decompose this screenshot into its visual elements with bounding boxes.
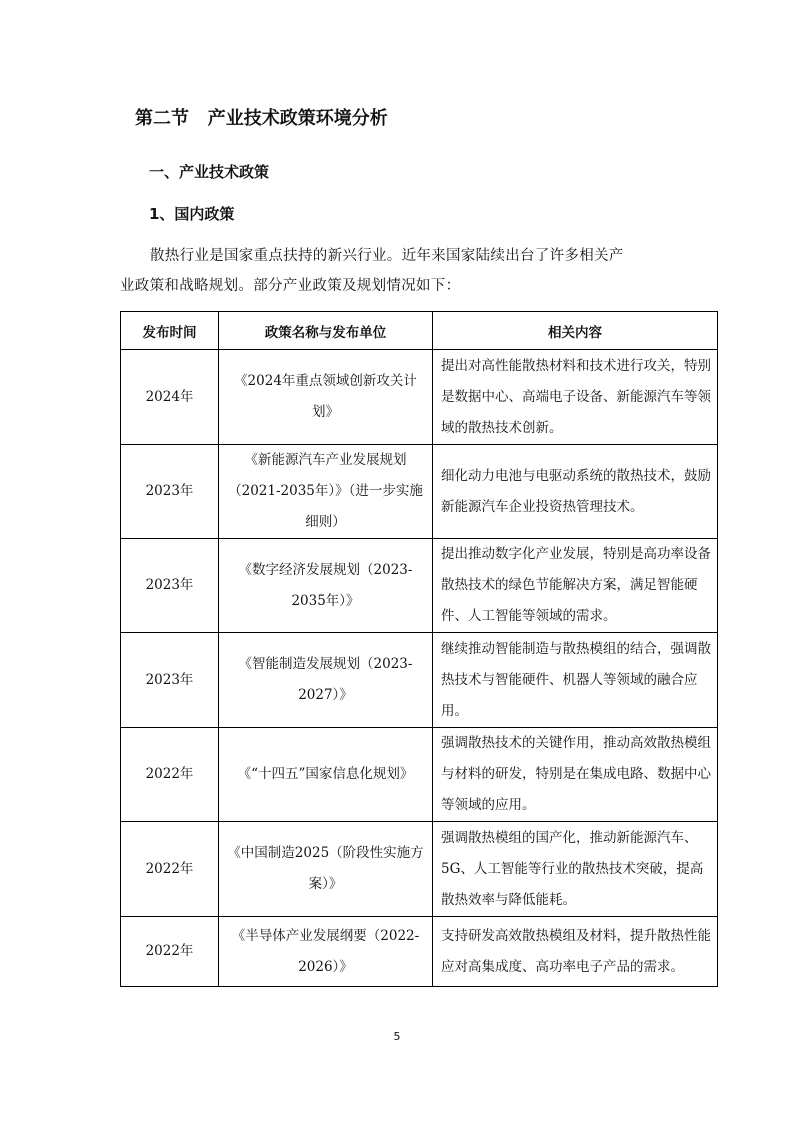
cell-content: 强调散热模组的国产化，推动新能源汽车、5G、人工智能等行业的散热技术突破，提高散热效率与降低能耗。 bbox=[433, 822, 718, 917]
header-content: 相关内容 bbox=[433, 312, 718, 350]
cell-content: 继续推动智能制造与散热模组的结合，强调散热技术与智能硬件、机器人等领域的融合应用。 bbox=[433, 633, 718, 728]
cell-time: 2023年 bbox=[121, 445, 219, 539]
sub-subsection-heading: 1、国内政策 bbox=[149, 205, 235, 223]
table-row bbox=[121, 445, 718, 539]
table-row bbox=[121, 917, 718, 987]
page-number: 5 bbox=[393, 1030, 401, 1043]
subsection-heading: 一、产业技术政策 bbox=[149, 163, 270, 181]
cell-time: 2022年 bbox=[121, 728, 219, 822]
cell-content: 细化动力电池与电驱动系统的散热技术，鼓励新能源汽车企业投资热管理技术。 bbox=[433, 445, 718, 539]
section-title: 第二节 产业技术政策环境分析 bbox=[135, 108, 388, 129]
intro-paragraph bbox=[120, 241, 680, 301]
table-row bbox=[121, 822, 718, 917]
table-row bbox=[121, 728, 718, 822]
cell-content: 支持研发高效散热模组及材料，提升散热性能应对高集成度、高功率电子产品的需求。 bbox=[433, 917, 718, 987]
cell-time: 2022年 bbox=[121, 822, 219, 917]
table-row bbox=[121, 350, 718, 445]
cell-policy-name: 《新能源汽车产业发展规划（2021-2035年）》（进一步实施细则） bbox=[219, 445, 433, 539]
cell-time: 2023年 bbox=[121, 539, 219, 633]
cell-time: 2024年 bbox=[121, 350, 219, 445]
cell-time: 2022年 bbox=[121, 917, 219, 987]
table-row bbox=[121, 539, 718, 633]
cell-policy-name: 《智能制造发展规划（2023-2027）》 bbox=[219, 633, 433, 728]
header-time: 发布时间 bbox=[121, 312, 219, 350]
cell-content: 强调散热技术的关键作用，推动高效散热模组与材料的研发，特别是在集成电路、数据中心等领域的应用。 bbox=[433, 728, 718, 822]
cell-time: 2023年 bbox=[121, 633, 219, 728]
cell-policy-name: 《数字经济发展规划（2023-2035年）》 bbox=[219, 539, 433, 633]
table-row bbox=[121, 633, 718, 728]
table-header-row bbox=[121, 312, 718, 350]
policy-table bbox=[120, 311, 718, 987]
header-policy-name: 政策名称与发布单位 bbox=[219, 312, 433, 350]
cell-policy-name: 《中国制造2025（阶段性实施方案）》 bbox=[219, 822, 433, 917]
intro-line-2: 业政策和战略规划。部分产业政策及规划情况如下： bbox=[120, 278, 461, 294]
cell-content: 提出对高性能散热材料和技术进行攻关，特别是数据中心、高端电子设备、新能源汽车等领域的散热技术创新。 bbox=[433, 350, 718, 445]
cell-policy-name: 《“十四五”国家信息化规划》 bbox=[219, 728, 433, 822]
cell-policy-name: 《半导体产业发展纲要（2022-2026）》 bbox=[219, 917, 433, 987]
cell-content: 提出推动数字化产业发展，特别是高功率设备散热技术的绿色节能解决方案，满足智能硬件、人工智能等领域的需求。 bbox=[433, 539, 718, 633]
intro-line-1: 散热行业是国家重点扶持的新兴行业。近年来国家陆续出台了许多相关产 bbox=[150, 248, 624, 264]
cell-policy-name: 《2024年重点领域创新攻关计划》 bbox=[219, 350, 433, 445]
